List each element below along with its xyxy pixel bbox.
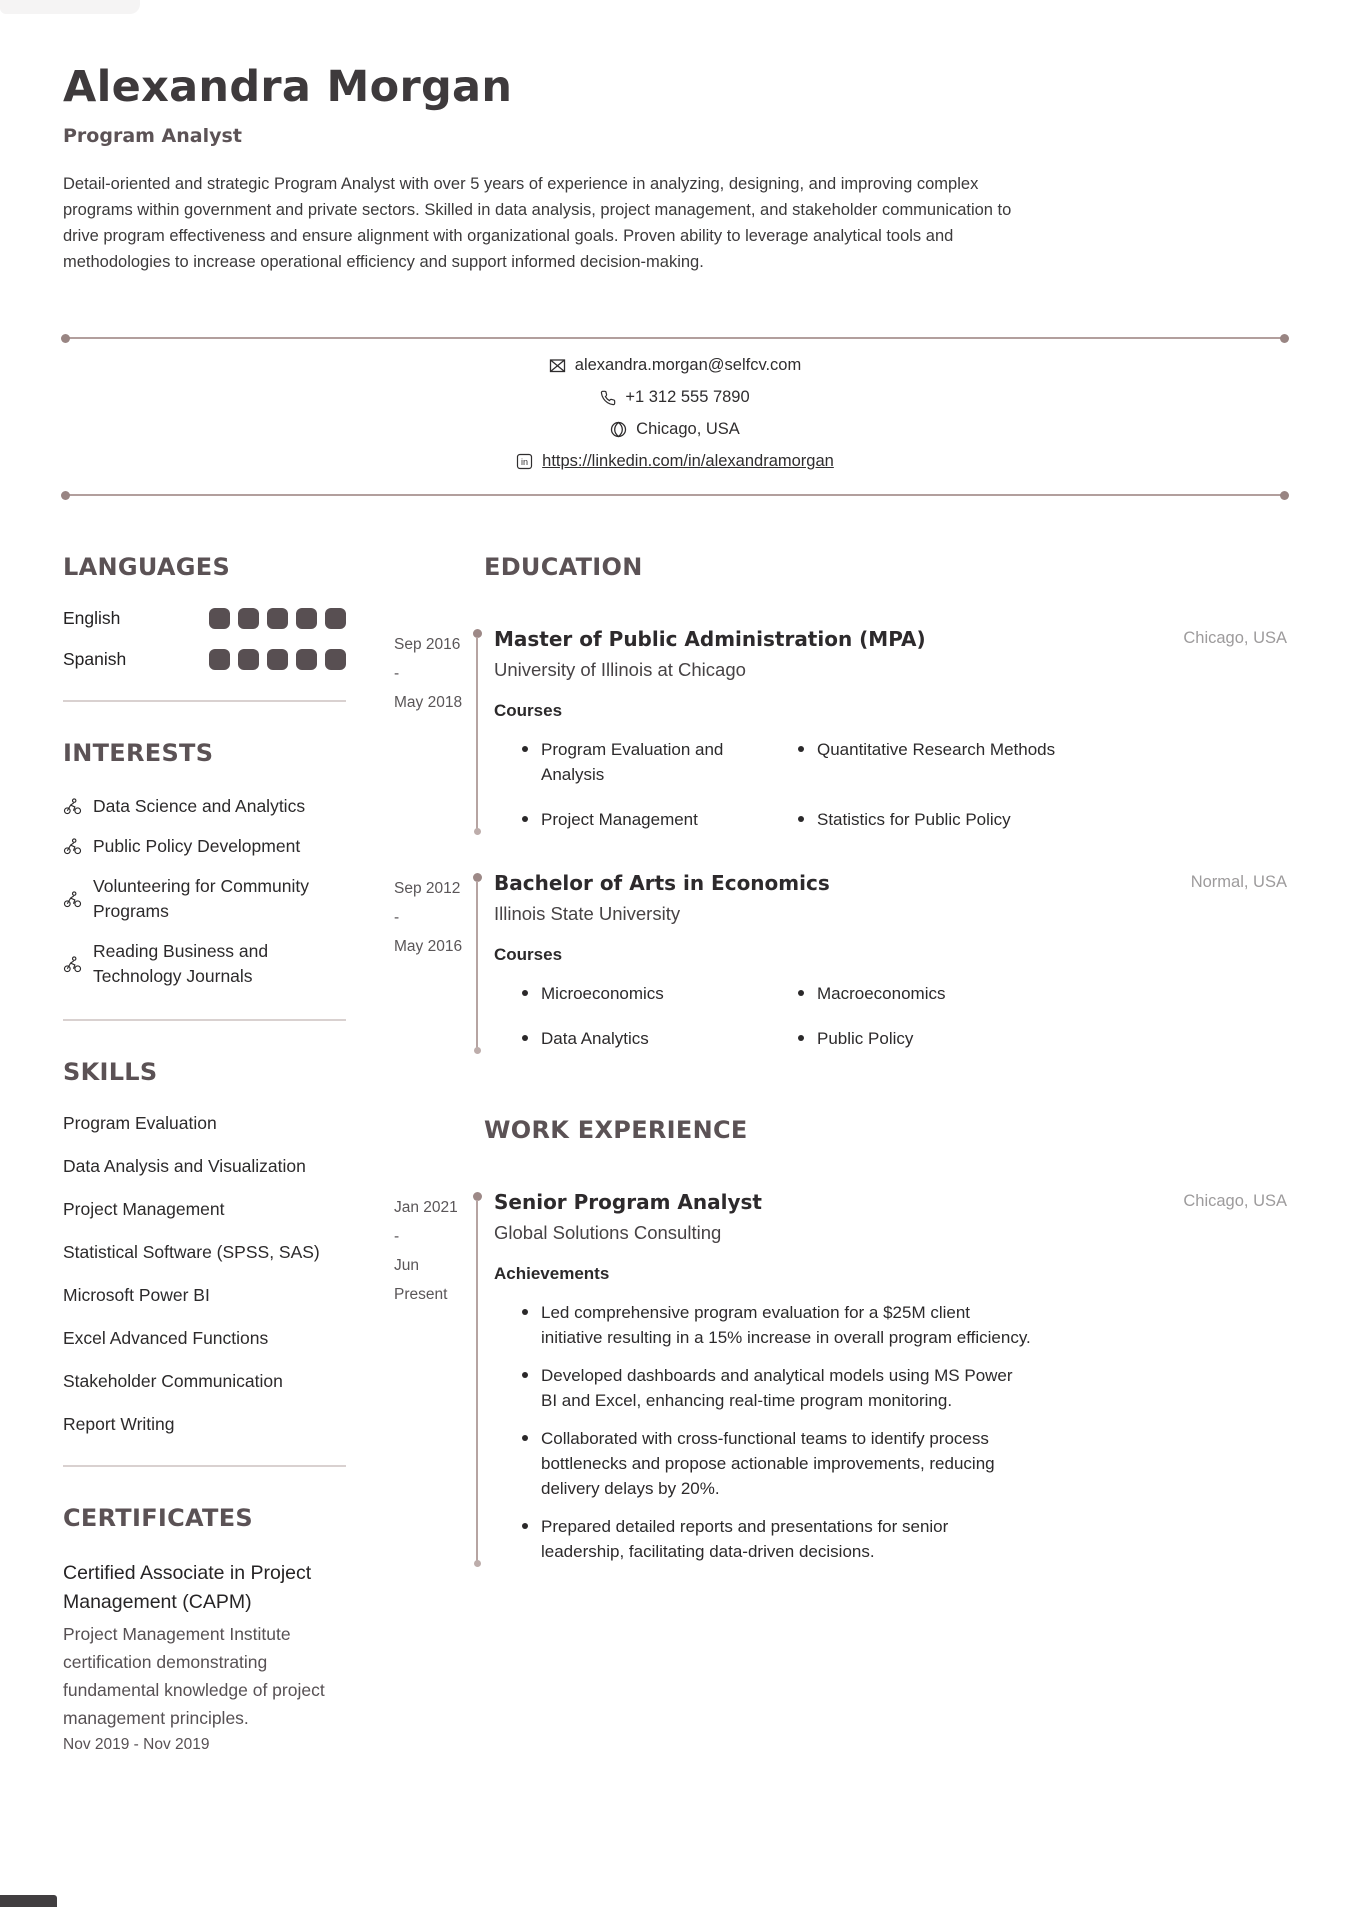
language-level-square (325, 608, 346, 629)
language-level-square (238, 649, 259, 670)
achievement-item (522, 1300, 1287, 1350)
entry-location: Normal, USA (1190, 873, 1287, 891)
entry-header (494, 1189, 1287, 1215)
achievement-item (522, 1426, 1287, 1501)
achievement-text: Collaborated with cross-functional teams to identify process bottlenecks and propose actionable improvements, reducing delivery delays by 20%. (541, 1429, 995, 1498)
course-item (522, 737, 784, 787)
language-name: Spanish (63, 649, 127, 669)
course-text: Program Evaluation and Analysis (541, 740, 724, 784)
entry-date-line: Present (394, 1286, 448, 1303)
language-level-square (209, 608, 230, 629)
course-text: Statistics for Public Policy (817, 810, 1011, 829)
achievement-item (522, 1363, 1287, 1413)
course-item (522, 807, 784, 832)
courses-list (494, 737, 1287, 832)
skill-item: Report Writing (63, 1414, 175, 1434)
entry-date-line: Jan 2021 (394, 1199, 458, 1216)
certificate-title: Certified Associate in Project Management (CAPM) (63, 1562, 312, 1613)
language-row (63, 608, 346, 629)
entry-content (484, 1189, 1287, 1564)
courses-label: Courses (494, 701, 563, 720)
contact-divider-top (63, 337, 1287, 339)
courses-list (494, 981, 1287, 1051)
skills-section (63, 1057, 346, 1435)
language-level-square (325, 649, 346, 670)
timeline (470, 626, 484, 832)
phone-icon (600, 390, 616, 406)
bullet-dot (798, 816, 804, 822)
languages-section (63, 552, 346, 670)
education-entries (394, 626, 1287, 1051)
entry-date-line: May 2018 (394, 694, 463, 711)
bullet-dot (522, 1372, 528, 1378)
certificates-list (63, 1559, 346, 1754)
interest-label: Volunteering for Community Programs (93, 876, 309, 921)
skill-item: Microsoft Power BI (63, 1285, 210, 1305)
contact-location-text: Chicago, USA (636, 420, 740, 438)
language-level-square (267, 649, 288, 670)
course-text: Project Management (541, 810, 698, 829)
certificate-description: Project Management Institute certification demonstrating fundamental knowledge of project management principles. (63, 1624, 325, 1728)
course-item (522, 981, 784, 1006)
contact-location-row (610, 420, 740, 439)
education-heading: EDUCATION (484, 553, 643, 581)
contact-linkedin-link[interactable] (516, 452, 834, 471)
courses-label: Courses (494, 945, 563, 964)
position-title: Senior Program Analyst (494, 1190, 762, 1214)
entry-date-line: Sep 2016 (394, 636, 461, 653)
contact-email-text: alexandra.morgan@selfcv.com (574, 356, 802, 374)
language-row (63, 649, 346, 670)
timeline-end-dot (474, 1047, 481, 1054)
school-name: Illinois State University (494, 903, 681, 924)
contact-divider-bottom (63, 494, 1287, 496)
contact-email-row (549, 356, 801, 375)
course-item (798, 807, 1060, 832)
timeline-line (476, 637, 478, 830)
sidebar (63, 552, 346, 1754)
bullet-dot (522, 1523, 528, 1529)
course-item (798, 737, 1060, 787)
entry-content (484, 626, 1287, 832)
timeline-end-dot (474, 1560, 481, 1567)
linkedin-icon (516, 453, 533, 470)
bullet-dot (798, 746, 804, 752)
header (0, 0, 1350, 275)
page-corner-artifact (0, 0, 140, 14)
education-entry (394, 626, 1287, 832)
company-name: Global Solutions Consulting (494, 1222, 722, 1243)
contact-rows (0, 339, 1350, 494)
education-section (394, 552, 1287, 1051)
skill-item: Stakeholder Communication (63, 1371, 283, 1391)
main-column (394, 552, 1287, 1564)
timeline (470, 870, 484, 1051)
timeline (470, 1189, 484, 1564)
school-name: University of Illinois at Chicago (494, 659, 746, 680)
cyclist-icon (63, 798, 82, 815)
languages-heading: LANGUAGES (63, 553, 231, 581)
certificate-dates: Nov 2019 - Nov 2019 (63, 1736, 210, 1753)
course-item (798, 981, 1060, 1006)
language-name: English (63, 608, 121, 628)
cyclist-icon (63, 956, 82, 973)
entry-dates (394, 870, 470, 1051)
skill-item: Data Analysis and Visualization (63, 1156, 306, 1176)
entry-date-line: Jun (394, 1257, 419, 1274)
achievements-list (494, 1300, 1287, 1564)
entry-date-line: Sep 2012 (394, 880, 461, 897)
interest-item (63, 874, 346, 924)
language-level-square (267, 608, 288, 629)
sidebar-divider (63, 1019, 346, 1021)
language-level-square (209, 649, 230, 670)
interest-label: Reading Business and Technology Journals (93, 941, 269, 986)
languages-list (63, 608, 346, 670)
entry-dates (394, 626, 470, 832)
interests-heading: INTERESTS (63, 739, 214, 767)
skill-item: Project Management (63, 1199, 225, 1219)
skill-item: Program Evaluation (63, 1113, 217, 1133)
education-entry (394, 870, 1287, 1051)
timeline-line (476, 1200, 478, 1562)
experience-entry (394, 1189, 1287, 1564)
interests-section (63, 738, 346, 989)
skill-item: Excel Advanced Functions (63, 1328, 269, 1348)
entry-date-line: May 2016 (394, 938, 463, 955)
language-level (209, 649, 346, 670)
person-name: Alexandra Morgan (63, 62, 513, 112)
entry-location: Chicago, USA (1183, 1192, 1287, 1210)
achievements-label: Achievements (494, 1264, 610, 1283)
contact-section (0, 337, 1350, 496)
experience-entries (394, 1189, 1287, 1564)
bullet-dot (522, 1435, 528, 1441)
contact-linkedin-text[interactable]: https://linkedin.com/in/alexandramorgan (542, 452, 834, 470)
job-title: Program Analyst (63, 125, 242, 147)
timeline-line (476, 881, 478, 1049)
entry-date-line: - (394, 1228, 400, 1245)
page-footer-tab (0, 1895, 57, 1907)
degree-title: Bachelor of Arts in Economics (494, 871, 830, 895)
interest-item (63, 939, 346, 989)
svg-text:in: in (521, 457, 529, 467)
course-text: Macroeconomics (817, 984, 946, 1003)
entry-date-line: - (394, 665, 400, 682)
achievement-text: Developed dashboards and analytical models using MS Power BI and Excel, enhancing real-time program monitoring. (541, 1366, 1013, 1410)
degree-title: Master of Public Administration (MPA) (494, 627, 926, 651)
envelope-icon (549, 357, 566, 374)
bullet-dot (798, 990, 804, 996)
certificates-section (63, 1503, 346, 1754)
bullet-dot (522, 816, 528, 822)
globe-icon (610, 421, 627, 438)
interest-label: Data Science and Analytics (93, 796, 306, 816)
bullet-dot (522, 746, 528, 752)
bullet-dot (798, 1035, 804, 1041)
interest-label: Public Policy Development (93, 836, 301, 856)
course-text: Data Analytics (541, 1029, 649, 1048)
sidebar-divider (63, 700, 346, 702)
skill-item: Statistical Software (SPSS, SAS) (63, 1242, 320, 1262)
summary-text: Detail-oriented and strategic Program Analyst with over 5 years of experience in analyzing, designing, and improving complex programs within government and private sectors. Skilled in data analysis, project management, and stakeholder communication to drive program effectiveness and ensure alignment with organizational goals. Proven ability to leverage analytical tools and methodologies to increase operational efficiency and support informed decision-making. (63, 175, 1012, 271)
achievement-item (522, 1514, 1287, 1564)
entry-date-line: - (394, 909, 400, 926)
achievement-text: Led comprehensive program evaluation for a $25M client initiative resulting in a 15% increase in overall program efficiency. (541, 1303, 1031, 1347)
cyclist-icon (63, 891, 82, 908)
interest-item (63, 834, 346, 859)
course-item (522, 1026, 784, 1051)
language-level-square (296, 608, 317, 629)
achievement-text: Prepared detailed reports and presentations for senior leadership, facilitating data-driven decisions. (541, 1517, 949, 1561)
contact-phone-text: +1 312 555 7890 (625, 388, 750, 406)
interests-list (63, 794, 346, 989)
entry-location: Chicago, USA (1183, 629, 1287, 647)
contact-phone-row (600, 388, 749, 407)
language-level-square (296, 649, 317, 670)
course-text: Public Policy (817, 1029, 914, 1048)
experience-heading: WORK EXPERIENCE (484, 1116, 748, 1144)
course-item (798, 1026, 1060, 1051)
entry-header (494, 626, 1287, 652)
skills-heading: SKILLS (63, 1058, 158, 1086)
timeline-end-dot (474, 828, 481, 835)
certificates-heading: CERTIFICATES (63, 1504, 254, 1532)
cyclist-icon (63, 838, 82, 855)
entry-dates (394, 1189, 470, 1564)
course-text: Microeconomics (541, 984, 664, 1003)
certificate-item (63, 1559, 346, 1754)
bullet-dot (522, 990, 528, 996)
entry-header (494, 870, 1287, 896)
entry-content (484, 870, 1287, 1051)
bullet-dot (522, 1309, 528, 1315)
language-level-square (238, 608, 259, 629)
skills-list (63, 1113, 346, 1435)
experience-section (394, 1115, 1287, 1564)
bullet-dot (522, 1035, 528, 1041)
course-text: Quantitative Research Methods (817, 740, 1056, 759)
language-level (209, 608, 346, 629)
interest-item (63, 794, 346, 819)
sidebar-divider (63, 1465, 346, 1467)
main-content (0, 552, 1350, 1754)
